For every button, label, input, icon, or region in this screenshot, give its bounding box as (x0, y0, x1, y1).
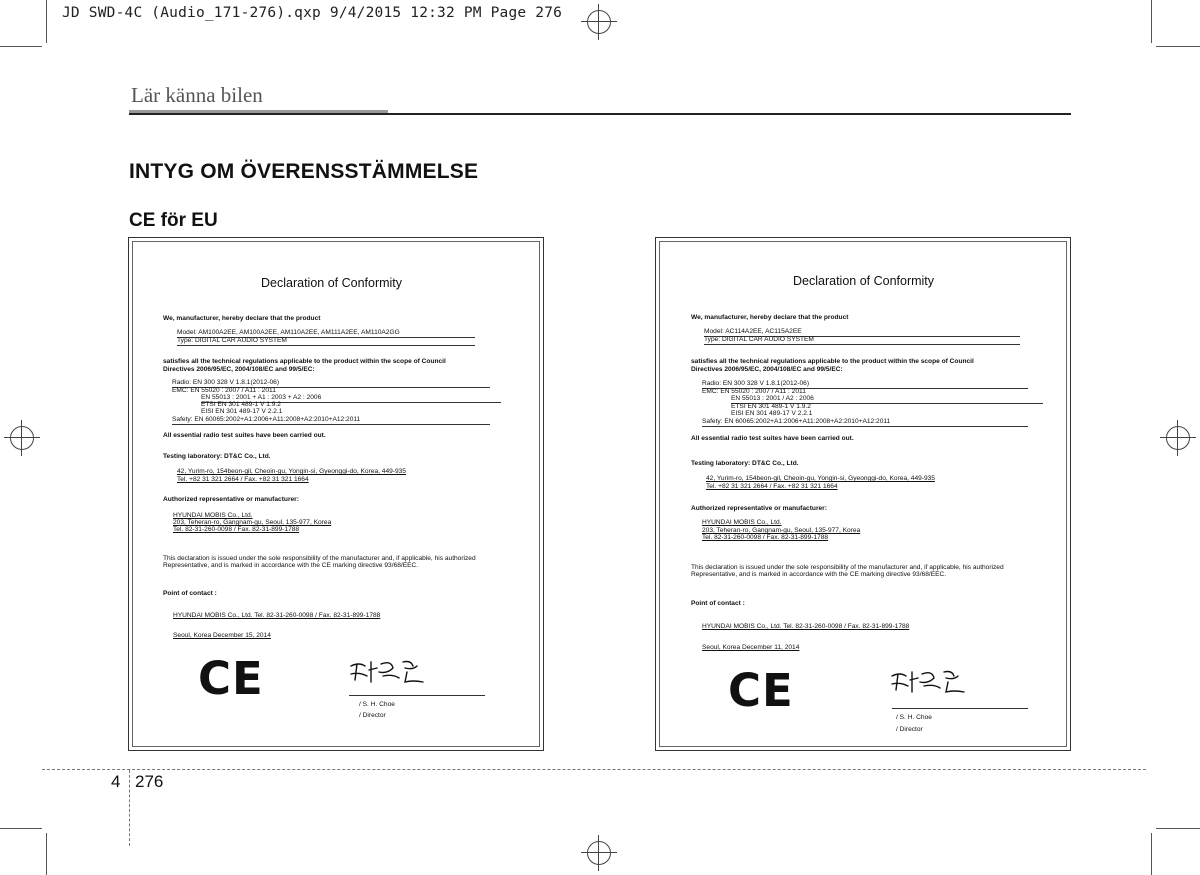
crop-mark (1151, 0, 1152, 43)
certificate-signer: / S. H. Choe (896, 714, 932, 721)
certificate-satisfies-2: Directives 2006/95/EC, 2004/108/EC and 99/5/EC: (691, 366, 843, 373)
underline (702, 426, 1028, 427)
certificate-safety: Safety: EN 60065:2002+A1:2006+A11:2008+A2:2010+A12:2011 (702, 418, 891, 425)
certificate-auth-name: HYUNDAI MOBIS Co., Ltd. (702, 519, 782, 526)
certificate-satisfies-1: satisfies all the technical regulations applicable to the product within the scope of Council (691, 358, 974, 365)
underline (731, 403, 1043, 404)
signature-line (349, 695, 485, 696)
crop-mark (0, 46, 42, 47)
certificate-satisfies-1: satisfies all the technical regulations applicable to the product within the scope of Council (163, 358, 446, 365)
certificate-lab: Testing laboratory: DT&C Co., Ltd. (163, 453, 271, 460)
certificate-satisfies-2: Directives 2006/95/EC, 2004/108/EC and 99/5/EC: (163, 366, 315, 373)
certificate-emc-3: ETSI EN 301 489-1 V 1.9.2 (731, 403, 811, 410)
underline (172, 387, 490, 388)
registration-mark (581, 4, 617, 40)
crop-mark (0, 828, 42, 829)
signature (347, 656, 425, 686)
crop-mark (46, 0, 47, 43)
page-number: 276 (135, 772, 164, 791)
certificate-model: Model: AM100A2EE, AM100A2EE, AM110A2EE, AM111A2EE, AM110A2GG (177, 329, 400, 336)
certificate-model: Model: AC114A2EE, AC115A2EE (704, 328, 802, 335)
certificate-lab: Testing laboratory: DT&C Co., Ltd. (691, 460, 799, 467)
certificate-tests: All essential radio test suites have been carried out. (163, 432, 326, 439)
certificate-signer-title: / Director (359, 712, 386, 719)
chapter-number: 4 (111, 772, 121, 791)
underline (177, 337, 475, 338)
signature (888, 666, 966, 696)
certificate-auth: Authorized representative or manufacturer: (163, 496, 299, 503)
certificate-signer: / S. H. Choe (359, 701, 395, 708)
ce-mark: CE (728, 664, 794, 717)
certificate-contact-line: HYUNDAI MOBIS Co., Ltd. Tel. 82-31-260-0098 / Fax. 82-31-899-1788 (702, 623, 910, 630)
certificate-type: Type: DIGITAL CAR AUDIO SYSTEM (704, 336, 814, 343)
crop-mark (1151, 833, 1152, 875)
certificate-intro: We, manufacturer, hereby declare that the product (691, 314, 849, 321)
certificate-emc-1: EMC: EN 55020 : 2007 / A11 : 2011 (172, 387, 276, 394)
certificate-lab-tel: Tel. +82 31 321 2664 / Fax. +82 31 321 1664 (706, 483, 838, 490)
underline (704, 336, 1020, 337)
certificate-auth-tel: Tel. 82-31-260-0098 / Fax. 82-31-899-1788 (173, 526, 300, 533)
certificate-title: Declaration of Conformity (261, 276, 403, 290)
certificate-image-2 (655, 237, 1071, 751)
certificate-responsibility-1: This declaration is issued under the sole responsibility of the manufacturer and, if applicable, his authorized (163, 555, 476, 562)
certificate-contact: Point of contact : (691, 600, 745, 607)
certificate-auth-name: HYUNDAI MOBIS Co., Ltd. (173, 512, 253, 519)
certificate-responsibility-2: Representative, and is marked in accordance with the CE marking directive 93/68/EEC. (691, 571, 947, 578)
certificate-responsibility-2: Representative, and is marked in accordance with the CE marking directive 93/68/EEC. (163, 562, 419, 569)
certificate-image-1 (128, 237, 544, 751)
certificate-signer-title: / Director (896, 726, 923, 733)
header-rule (129, 113, 1071, 115)
underline (177, 345, 475, 346)
certificate-auth: Authorized representative or manufacturer: (691, 505, 827, 512)
section-title: Lär känna bilen (131, 83, 263, 107)
crop-mark (1156, 828, 1200, 829)
certificate-contact-line: HYUNDAI MOBIS Co., Ltd. Tel. 82-31-260-0098 / Fax. 82-31-899-1788 (173, 612, 381, 619)
page-subheading: CE för EU (129, 210, 218, 231)
certificate-safety: Safety: EN 60065:2002+A1:2006+A11:2008+A2:2010+A12:2011 (172, 416, 361, 423)
certificate-tests: All essential radio test suites have been carried out. (691, 435, 854, 442)
certificate-intro: We, manufacturer, hereby declare that the product (163, 315, 321, 322)
underline (704, 344, 1020, 345)
page-heading: INTYG OM ÖVERENSSTÄMMELSE (129, 160, 479, 183)
crop-mark (46, 833, 47, 875)
certificate-date: Seoul, Korea December 15, 2014 (173, 632, 271, 639)
certificate-contact: Point of contact : (163, 590, 217, 597)
certificate-lab-address: 42, Yurim-ro, 154beon-gil, Cheoin-gu, Yongin-si, Gyeonggi-do, Korea, 449-935 (177, 468, 406, 475)
certificate-lab-address: 42, Yurim-ro, 154beon-gil, Cheoin-gu, Yongin-si, Gyeonggi-do, Korea, 449-935 (706, 475, 935, 482)
underline (201, 402, 501, 403)
certificate-auth-tel: Tel. 82-31-260-0098 / Fax. 82-31-899-1788 (702, 534, 829, 541)
certificate-emc-4: EISI EN 301 489-17 V 2.2.1 (731, 410, 813, 417)
ce-mark: CE (198, 652, 264, 705)
footer-dashed-rule (42, 769, 1146, 770)
certificate-type: Type: DIGITAL CAR AUDIO SYSTEM (177, 337, 287, 344)
registration-mark (581, 835, 617, 871)
certificate-lab-tel: Tel. +82 31 321 2664 / Fax. +82 31 321 1664 (177, 476, 309, 483)
certificate-emc-3: ETSI EN 301 489-1 V 1.9.2 (201, 401, 281, 408)
crop-mark (1156, 46, 1200, 47)
underline (172, 424, 490, 425)
registration-mark (1160, 420, 1196, 456)
signature-line (892, 708, 1028, 709)
certificate-auth-address: 203, Teheran-ro, Gangnam-gu, Seoul, 135-977, Korea (702, 527, 861, 534)
registration-mark (4, 420, 40, 456)
print-slug: JD SWD-4C (Audio_171-276).qxp 9/4/2015 12:32 PM Page 276 (62, 5, 563, 21)
certificate-auth-address: 203, Teheran-ro, Gangnam-gu, Seoul, 135-977, Korea (173, 519, 332, 526)
underline (702, 388, 1028, 389)
certificate-emc-2: EN 55013 : 2001 / A2 : 2006 (731, 395, 814, 402)
certificate-radio: Radio: EN 300 328 V 1.8.1(2012-06) (172, 379, 280, 386)
certificate-radio: Radio: EN 300 328 V 1.8.1(2012-06) (702, 380, 810, 387)
certificate-title: Declaration of Conformity (793, 274, 935, 288)
certificate-emc-1: EMC: EN 55020 : 2007 / A11 : 2011 (702, 388, 806, 395)
certificate-date: Seoul, Korea December 11, 2014 (702, 644, 800, 651)
certificate-responsibility-1: This declaration is issued under the sole responsibility of the manufacturer and, if applicable, his authorized (691, 564, 1004, 571)
certificate-emc-4: EISI EN 301 489-17 V 2.2.1 (201, 408, 283, 415)
footer-dashed-divider (129, 770, 130, 846)
certificate-emc-2: EN 55013 : 2001 + A1 : 2003 + A2 : 2006 (201, 394, 322, 401)
